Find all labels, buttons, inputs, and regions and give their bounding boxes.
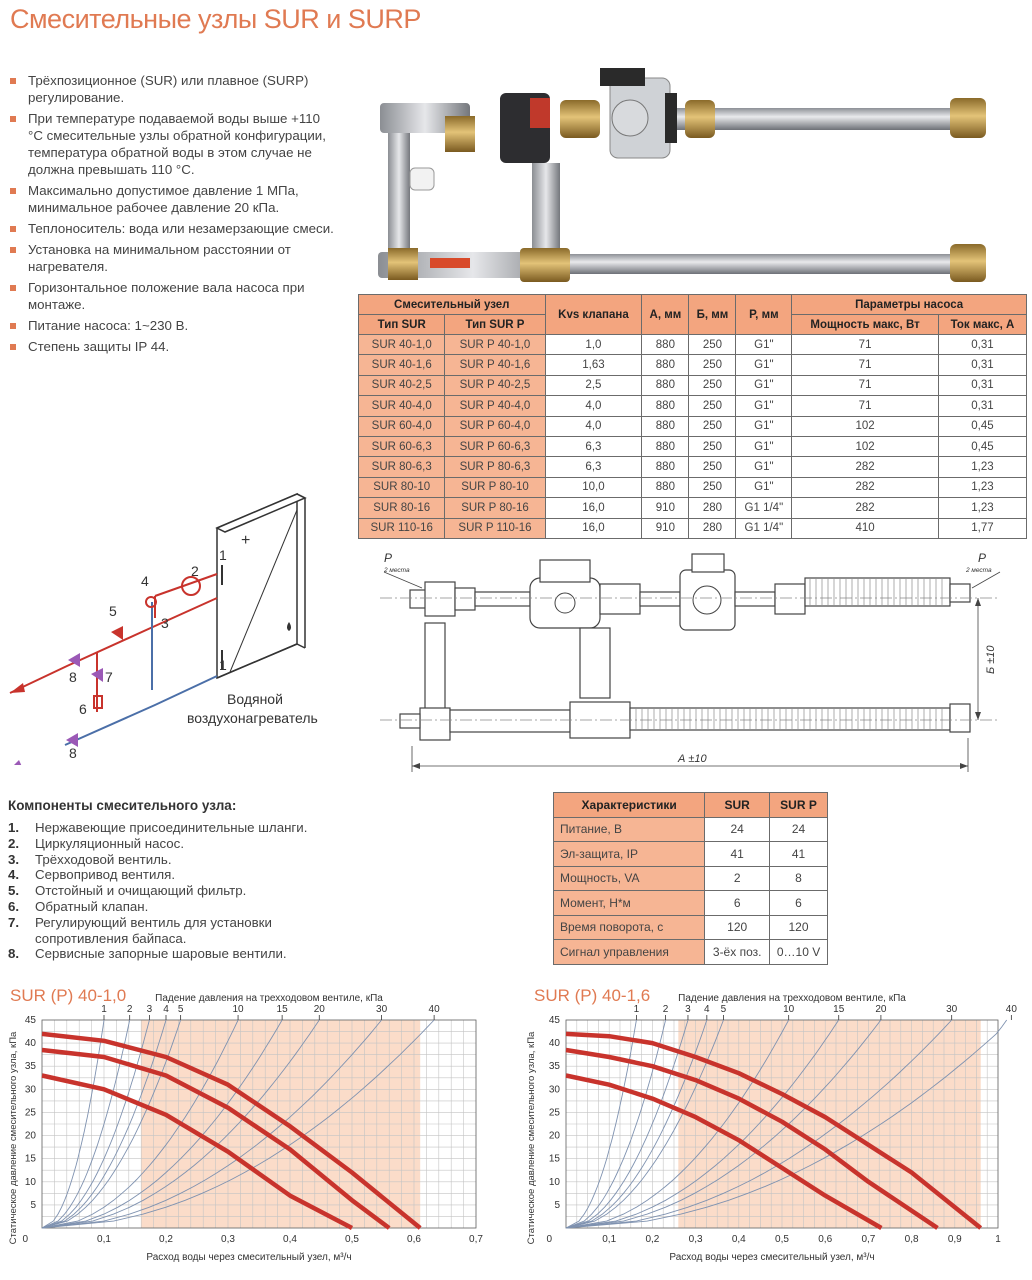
component-item: [8, 883, 348, 899]
spec-cell: G1": [736, 355, 792, 375]
spec-cell: 880: [642, 355, 689, 375]
label-7: 7: [105, 669, 113, 685]
x-tick-label: 0,6: [818, 1234, 833, 1245]
char-cell: Момент, Н*м: [554, 891, 705, 916]
top-tick-label: 3: [685, 1004, 691, 1015]
x-tick-label: 0,3: [221, 1234, 235, 1245]
x-tick-label: 0,4: [731, 1234, 746, 1245]
pressure-chart-40-1-6: [520, 990, 1032, 1280]
char-cell: 3-ёх поз.: [705, 940, 770, 965]
top-tick-label: 4: [704, 1004, 710, 1015]
characteristics-body: [554, 817, 828, 964]
char-header-surp: SUR P: [770, 793, 828, 818]
spec-cell: 250: [689, 457, 736, 477]
spec-cell: 410: [792, 518, 939, 538]
spec-cell: 250: [689, 375, 736, 395]
spec-cell: SUR 40-1,6: [359, 355, 445, 375]
spec-cell: 1,63: [545, 355, 642, 375]
char-cell: 120: [705, 915, 770, 940]
spec-cell: 71: [792, 335, 939, 355]
spec-cell: 880: [642, 335, 689, 355]
connection-scheme: [5, 490, 340, 765]
x-tick-label: 0,3: [688, 1234, 703, 1245]
char-cell: Сигнал управления: [554, 940, 705, 965]
char-cell: 6: [705, 891, 770, 916]
spec-cell: 910: [642, 498, 689, 518]
spec-cell: 880: [642, 477, 689, 497]
spec-cell: SUR 80-10: [359, 477, 445, 497]
p-note-left: 2 места: [384, 567, 410, 574]
spec-cell: G1": [736, 335, 792, 355]
char-cell: 6: [770, 891, 828, 916]
spec-cell: 6,3: [545, 457, 642, 477]
y-tick-label: 0: [22, 1234, 28, 1245]
label-4: 4: [141, 573, 149, 589]
spec-cell: 880: [642, 457, 689, 477]
header-mixing-node: Смесительный узел: [359, 295, 546, 315]
p-note-right: 2 места: [966, 567, 992, 574]
spec-cell: 880: [642, 375, 689, 395]
x-tick-label: 0,5: [775, 1234, 789, 1245]
spec-cell: SUR 40-4,0: [359, 396, 445, 416]
component-text: Сервопривод вентиля.: [35, 867, 176, 883]
char-row: [554, 817, 828, 842]
spec-cell: SUR P 40-1,6: [445, 355, 545, 375]
feature-item: Максимально допустимое давление 1 МПа, минимальное рабочее давление 20 кПа.: [8, 182, 338, 216]
spec-cell: 250: [689, 477, 736, 497]
char-row: [554, 891, 828, 916]
spec-cell: SUR 40-1,0: [359, 335, 445, 355]
component-text: Нержавеющие присоединительные шланги.: [35, 820, 308, 835]
y-tick-label: 35: [548, 1061, 560, 1073]
char-cell: 120: [770, 915, 828, 940]
component-text: Регулирующий вентиль для установки сопротивления байпаса.: [35, 914, 272, 946]
spec-cell: 250: [689, 335, 736, 355]
y-tick-label: 5: [30, 1199, 36, 1211]
y-tick-label: 15: [24, 1153, 36, 1165]
label-8: 8: [69, 669, 77, 685]
x-tick-label: 0,6: [407, 1234, 421, 1245]
components-list: [8, 820, 348, 962]
component-number: 4.: [8, 867, 20, 883]
top-tick-label: 20: [313, 1004, 325, 1015]
spec-cell: G1": [736, 477, 792, 497]
spec-cell: 1,23: [938, 498, 1026, 518]
feature-item: Установка на минимальном расстоянии от нагревателя.: [8, 241, 338, 275]
x-tick-label: 0,9: [947, 1234, 962, 1245]
top-axis-label: Падение давления на трехходовом вентиле, кПа: [155, 993, 383, 1004]
feature-item: Степень защиты IP 44.: [8, 338, 338, 355]
spec-cell: G1 1/4": [736, 498, 792, 518]
spec-cell: 282: [792, 477, 939, 497]
spec-cell: 10,0: [545, 477, 642, 497]
spec-cell: G1": [736, 416, 792, 436]
spec-cell: 1,0: [545, 335, 642, 355]
x-axis-label: Расход воды через смесительный узел, м³/ч: [669, 1252, 875, 1263]
spec-cell: SUR 40-2,5: [359, 375, 445, 395]
label-2: 2: [191, 563, 199, 579]
top-tick-label: 5: [177, 1004, 184, 1015]
top-tick-label: 1: [633, 1004, 640, 1015]
x-tick-label: 0,2: [645, 1234, 660, 1245]
supply-arrow-icon: [10, 683, 25, 693]
label-6: 6: [79, 701, 87, 717]
top-tick-label: 15: [833, 1004, 845, 1015]
x-tick-label: 1: [995, 1234, 1001, 1245]
spec-cell: 6,3: [545, 436, 642, 456]
feature-item: Питание насоса: 1~230 В.: [8, 317, 338, 334]
dim-b-label: Б ±10: [985, 645, 997, 674]
spec-cell: SUR P 60-4,0: [445, 416, 545, 436]
component-text: Циркуляционный насос.: [35, 835, 185, 851]
component-number: 5.: [8, 883, 20, 899]
spec-cell: SUR P 110-16: [445, 518, 545, 538]
char-header-name: Характеристики: [554, 793, 705, 818]
spec-table-body: [359, 335, 1027, 539]
component-item: [8, 946, 348, 962]
char-cell: 2: [705, 866, 770, 891]
feature-list: [8, 72, 338, 359]
spec-cell: SUR 60-6,3: [359, 436, 445, 456]
char-cell: 24: [770, 817, 828, 842]
technical-drawing: [380, 548, 1030, 776]
p-label-right: P: [978, 551, 987, 565]
feature-item: При температуре подаваемой воды выше +110 °C смесительные узлы обратной конфигурации, температура обратной воды в этом случае не должна превышать 110 °C.: [8, 110, 338, 178]
header-pump-params: Параметры насоса: [792, 295, 1027, 315]
spec-cell: 0,31: [938, 335, 1026, 355]
spec-cell: G1 1/4": [736, 518, 792, 538]
y-tick-label: 40: [548, 1038, 560, 1050]
spec-cell: SUR P 80-6,3: [445, 457, 545, 477]
component-text: Трёхходовой вентиль.: [35, 851, 172, 867]
heater-label-line2: воздухонагреватель: [187, 710, 318, 726]
spec-cell: 102: [792, 436, 939, 456]
top-tick-label: 1: [101, 1004, 107, 1015]
spec-cell: 250: [689, 436, 736, 456]
component-number: 2.: [8, 835, 20, 851]
component-item: [8, 836, 348, 852]
label-1: 1: [219, 547, 227, 563]
characteristics-table: [553, 792, 828, 965]
y-tick-label: 45: [548, 1015, 560, 1026]
spec-cell: 71: [792, 375, 939, 395]
mixing-unit-photo: [360, 58, 1000, 290]
y-tick-label: 40: [24, 1038, 36, 1050]
top-tick-label: 40: [1005, 1004, 1017, 1015]
top-tick-label: 10: [232, 1004, 244, 1015]
component-number: 3.: [8, 851, 20, 867]
spec-cell: 16,0: [545, 518, 642, 538]
top-tick-label: 20: [875, 1004, 887, 1015]
chart-title-1: SUR (P) 40-1,0: [10, 986, 127, 1005]
y-tick-label: 20: [24, 1130, 36, 1142]
spec-row: [359, 436, 1027, 456]
spec-row: [359, 416, 1027, 436]
spec-cell: 0,31: [938, 396, 1026, 416]
y-tick-label: 30: [24, 1084, 36, 1096]
feature-item: Теплоноситель: вода или незамерзающие смеси.: [8, 220, 338, 237]
spec-row: [359, 375, 1027, 395]
y-tick-label: 10: [548, 1176, 560, 1188]
x-tick-label: 0,7: [469, 1234, 483, 1245]
header-surp: Тип SUR P: [445, 315, 545, 335]
y-tick-label: 35: [24, 1061, 36, 1073]
pressure-chart-40-1-0: [0, 990, 500, 1280]
x-tick-label: 0,7: [861, 1234, 876, 1245]
label-5: 5: [109, 603, 117, 619]
feature-item: Горизонтальное положение вала насоса при монтаже.: [8, 279, 338, 313]
spec-row: [359, 457, 1027, 477]
y-tick-label: 5: [554, 1199, 560, 1211]
component-number: 7.: [8, 914, 20, 930]
spec-cell: 250: [689, 355, 736, 375]
header-kvs: Kvs клапана: [545, 295, 642, 335]
spec-cell: SUR P 80-16: [445, 498, 545, 518]
top-tick-label: 2: [126, 1004, 133, 1015]
spec-cell: G1": [736, 396, 792, 416]
x-tick-label: 0,2: [159, 1234, 173, 1245]
spec-cell: 0,31: [938, 375, 1026, 395]
spec-cell: SUR P 40-4,0: [445, 396, 545, 416]
top-tick-label: 3: [146, 1004, 153, 1015]
y-axis-label: Статическое давление смесительного узла, кПа: [8, 1031, 19, 1245]
component-text: Обратный клапан.: [35, 898, 149, 914]
component-item: [8, 820, 348, 836]
spec-cell: 250: [689, 396, 736, 416]
char-cell: 41: [705, 842, 770, 867]
spec-cell: 71: [792, 396, 939, 416]
spec-row: [359, 518, 1027, 538]
spec-row: [359, 335, 1027, 355]
spec-cell: 16,0: [545, 498, 642, 518]
page-title: Смесительные узлы SUR и SURP: [10, 4, 421, 34]
top-tick-label: 15: [276, 1004, 288, 1015]
char-header-sur: SUR: [705, 793, 770, 818]
char-row: [554, 866, 828, 891]
char-cell: Эл-защита, IP: [554, 842, 705, 867]
component-text: Отстойный и очищающий фильтр.: [35, 883, 247, 899]
char-row: [554, 915, 828, 940]
char-cell: Время поворота, с: [554, 915, 705, 940]
x-axis-label: Расход воды через смесительный узел, м³/ч: [146, 1252, 352, 1263]
p-label-left: P: [384, 551, 393, 565]
y-axis-label: Статическое давление смесительного узла, кПа: [526, 1031, 537, 1245]
char-cell: 0…10 V: [770, 940, 828, 965]
spec-cell: SUR P 40-1,0: [445, 335, 545, 355]
spec-cell: 1,23: [938, 457, 1026, 477]
spec-cell: 250: [689, 416, 736, 436]
x-tick-label: 0,8: [904, 1234, 919, 1245]
chart-title-2: SUR (P) 40-1,6: [534, 986, 651, 1005]
spec-cell: 880: [642, 436, 689, 456]
spec-cell: 880: [642, 416, 689, 436]
spec-cell: 4,0: [545, 396, 642, 416]
spec-row: [359, 355, 1027, 375]
y-tick-label: 15: [548, 1153, 560, 1165]
spec-cell: 71: [792, 355, 939, 375]
top-tick-label: 40: [428, 1004, 440, 1015]
header-sur: Тип SUR: [359, 315, 445, 335]
label-8b: 8: [69, 745, 77, 761]
spec-cell: 102: [792, 416, 939, 436]
char-row: [554, 842, 828, 867]
char-cell: 41: [770, 842, 828, 867]
spec-cell: 282: [792, 498, 939, 518]
spec-cell: SUR P 60-6,3: [445, 436, 545, 456]
spec-cell: G1": [736, 457, 792, 477]
component-item: [8, 867, 348, 883]
top-tick-label: 4: [163, 1004, 169, 1015]
char-row: [554, 940, 828, 965]
header-b: Б, мм: [689, 295, 736, 335]
spec-cell: 880: [642, 396, 689, 416]
y-tick-label: 45: [24, 1015, 36, 1026]
spec-row: [359, 396, 1027, 416]
label-1b: 1: [219, 657, 227, 673]
y-tick-label: 25: [548, 1107, 560, 1119]
component-item: [8, 852, 348, 868]
spec-cell: SUR P 40-2,5: [445, 375, 545, 395]
component-number: 6.: [8, 898, 20, 914]
spec-cell: SUR 60-4,0: [359, 416, 445, 436]
spec-cell: 2,5: [545, 375, 642, 395]
x-tick-label: 0,4: [283, 1234, 297, 1245]
spec-row: [359, 498, 1027, 518]
header-current: Ток макс, А: [938, 315, 1026, 335]
spec-cell: G1": [736, 436, 792, 456]
spec-cell: 280: [689, 498, 736, 518]
y-tick-label: 10: [24, 1176, 36, 1188]
x-tick-label: 0,1: [97, 1234, 111, 1245]
spec-cell: SUR 110-16: [359, 518, 445, 538]
spec-cell: G1": [736, 375, 792, 395]
spec-cell: 280: [689, 518, 736, 538]
component-text: Сервисные запорные шаровые вентили.: [35, 946, 287, 962]
spec-cell: 282: [792, 457, 939, 477]
x-tick-label: 0,5: [345, 1234, 359, 1245]
top-tick-label: 2: [662, 1004, 669, 1015]
top-tick-label: 10: [783, 1004, 795, 1015]
y-tick-label: 20: [548, 1130, 560, 1142]
spec-cell: SUR P 80-10: [445, 477, 545, 497]
spec-table: [358, 294, 1027, 539]
char-cell: Мощность, VA: [554, 866, 705, 891]
x-tick-label: 0,1: [602, 1234, 617, 1245]
spec-cell: 1,77: [938, 518, 1026, 538]
y-tick-label: 0: [546, 1234, 552, 1245]
spec-cell: SUR 80-16: [359, 498, 445, 518]
top-tick-label: 5: [720, 1004, 727, 1015]
component-item: [8, 899, 348, 915]
header-power: Мощность макс, Вт: [792, 315, 939, 335]
header-p: Р, мм: [736, 295, 792, 335]
label-3: 3: [161, 615, 169, 631]
top-axis-label: Падение давления на трехходовом вентиле, кПа: [678, 993, 906, 1004]
spec-row: [359, 477, 1027, 497]
plus-sign: +: [241, 532, 251, 549]
y-tick-label: 25: [24, 1107, 36, 1119]
spec-cell: SUR 80-6,3: [359, 457, 445, 477]
spec-cell: 4,0: [545, 416, 642, 436]
header-a: А, мм: [642, 295, 689, 335]
char-cell: 8: [770, 866, 828, 891]
y-tick-label: 30: [548, 1084, 560, 1096]
spec-cell: 0,31: [938, 355, 1026, 375]
top-tick-label: 30: [946, 1004, 958, 1015]
component-number: 1.: [8, 820, 20, 835]
heater-label-line1: Водяной: [227, 691, 283, 707]
spec-cell: 910: [642, 518, 689, 538]
spec-cell: 0,45: [938, 436, 1026, 456]
spec-cell: 0,45: [938, 416, 1026, 436]
feature-item: Трёхпозиционное (SUR) или плавное (SURP) регулирование.: [8, 72, 338, 106]
component-item: [8, 915, 348, 947]
char-cell: Питание, В: [554, 817, 705, 842]
spec-cell: 1,23: [938, 477, 1026, 497]
air-heater: [217, 494, 305, 678]
filter-symbol: [111, 626, 123, 640]
dim-a-label: А ±10: [678, 753, 707, 765]
component-number: 8.: [8, 946, 20, 962]
components-heading: Компоненты смесительного узла:: [8, 798, 237, 813]
char-cell: 24: [705, 817, 770, 842]
top-tick-label: 30: [376, 1004, 388, 1015]
